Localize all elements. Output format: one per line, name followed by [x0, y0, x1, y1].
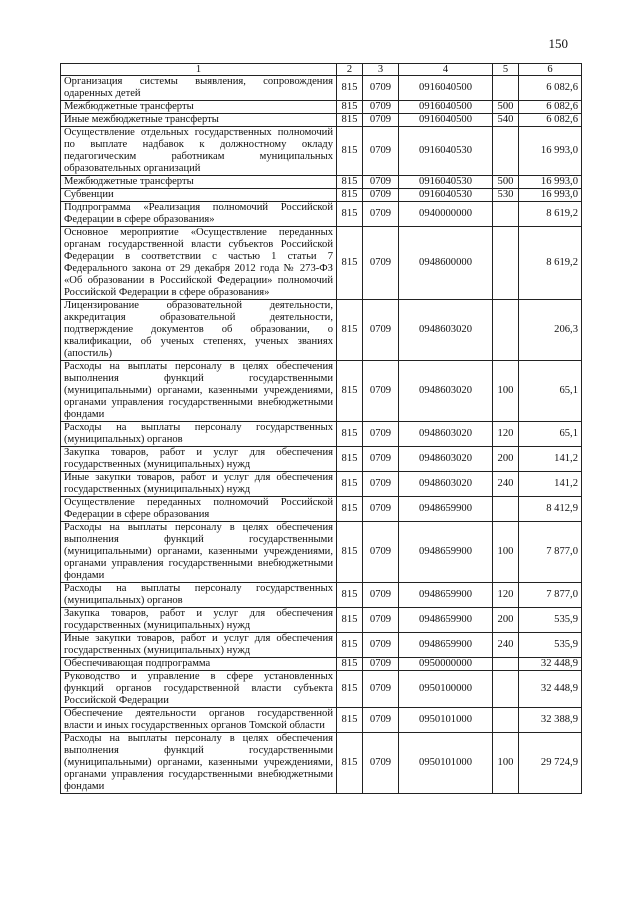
table-row [61, 658, 582, 671]
page-number: 150 [548, 36, 568, 51]
cell-ministry: 815 [337, 176, 363, 189]
cell-ministry: 815 [337, 202, 363, 227]
cell-type: 100 [493, 733, 519, 794]
cell-ministry: 815 [337, 227, 363, 300]
table-row [61, 497, 582, 522]
cell-section: 0709 [363, 202, 399, 227]
cell-target: 0916040500 [399, 76, 493, 101]
cell-ministry: 815 [337, 497, 363, 522]
cell-sum: 7 877,0 [519, 583, 582, 608]
cell-name: Иные закупки товаров, работ и услуг для обеспечения государственных (муниципальных) нужд [61, 633, 337, 658]
cell-sum: 7 877,0 [519, 522, 582, 583]
cell-name: Руководство и управление в сфере установленных функций органов государственной власти субъекта Российской Федерации [61, 671, 337, 708]
cell-target: 0948603020 [399, 300, 493, 361]
cell-section: 0709 [363, 361, 399, 422]
cell-type [493, 497, 519, 522]
table-row [61, 447, 582, 472]
table-row [61, 583, 582, 608]
cell-section: 0709 [363, 583, 399, 608]
cell-section: 0709 [363, 300, 399, 361]
cell-target: 0916040530 [399, 127, 493, 176]
cell-type: 100 [493, 522, 519, 583]
cell-name: Субвенции [61, 189, 337, 202]
cell-type: 500 [493, 101, 519, 114]
cell-target: 0950101000 [399, 708, 493, 733]
cell-ministry: 815 [337, 633, 363, 658]
cell-target: 0940000000 [399, 202, 493, 227]
cell-name: Иные закупки товаров, работ и услуг для обеспечения государственных (муниципальных) нужд [61, 472, 337, 497]
cell-name: Осуществление отдельных государственных полномочий по выплате надбавок к должностному окладу педагогическим работникам муниципальных образовательных организаций [61, 127, 337, 176]
cell-name: Лицензирование образовательной деятельности, аккредитация образовательной деятельности, подтверждение документов об образовании, о квалификации, об ученых степенях, ученых званиях (апостиль) [61, 300, 337, 361]
cell-section: 0709 [363, 671, 399, 708]
column-header-name: 1 [61, 64, 337, 76]
cell-section: 0709 [363, 447, 399, 472]
cell-name: Основное мероприятие «Осуществление переданных органам государственной власти субъектов Российской Федерации в соответствии с частью 1 статьи 7 Федерального закона от 29 декабря 2012 года № 273-ФЗ «Об образовании в Российской Федерации» полномочий Российской Федерации в сфере образования» [61, 227, 337, 300]
table-row [61, 127, 582, 176]
cell-type: 120 [493, 583, 519, 608]
cell-ministry: 815 [337, 422, 363, 447]
cell-name: Закупка товаров, работ и услуг для обеспечения государственных (муниципальных) нужд [61, 447, 337, 472]
cell-ministry: 815 [337, 583, 363, 608]
table-row [61, 733, 582, 794]
cell-ministry: 815 [337, 671, 363, 708]
cell-ministry: 815 [337, 114, 363, 127]
cell-type [493, 76, 519, 101]
cell-name: Организация системы выявления, сопровождения одаренных детей [61, 76, 337, 101]
cell-target: 0916040500 [399, 114, 493, 127]
cell-name: Подпрограмма «Реализация полномочий Российской Федерации в сфере образования» [61, 202, 337, 227]
cell-target: 0948603020 [399, 447, 493, 472]
cell-ministry: 815 [337, 101, 363, 114]
column-header-target: 4 [399, 64, 493, 76]
table-header [61, 64, 582, 76]
cell-name: Межбюджетные трансферты [61, 176, 337, 189]
cell-type [493, 227, 519, 300]
cell-target: 0950100000 [399, 671, 493, 708]
cell-section: 0709 [363, 608, 399, 633]
cell-name: Расходы на выплаты персоналу в целях обеспечения выполнения функций государственными (муниципальными) органами, казенными учреждениями, органами управления государственными внебюджетными фондами [61, 522, 337, 583]
cell-name: Расходы на выплаты персоналу в целях обеспечения выполнения функций государственными (муниципальными) органами, казенными учреждениями, органами управления государственными внебюджетными фондами [61, 733, 337, 794]
table-row [61, 633, 582, 658]
cell-sum: 16 993,0 [519, 176, 582, 189]
cell-sum: 141,2 [519, 447, 582, 472]
cell-type: 240 [493, 633, 519, 658]
cell-ministry: 815 [337, 189, 363, 202]
cell-target: 0916040500 [399, 101, 493, 114]
cell-section: 0709 [363, 127, 399, 176]
cell-section: 0709 [363, 227, 399, 300]
cell-type [493, 708, 519, 733]
column-header-section: 3 [363, 64, 399, 76]
cell-type: 200 [493, 447, 519, 472]
cell-target: 0948659900 [399, 522, 493, 583]
cell-sum: 16 993,0 [519, 127, 582, 176]
cell-name: Закупка товаров, работ и услуг для обеспечения государственных (муниципальных) нужд [61, 608, 337, 633]
table-row [61, 76, 582, 101]
cell-target: 0948659900 [399, 497, 493, 522]
table-row [61, 472, 582, 497]
table-body [61, 76, 582, 794]
table-row [61, 608, 582, 633]
cell-section: 0709 [363, 522, 399, 583]
cell-ministry: 815 [337, 361, 363, 422]
cell-type [493, 127, 519, 176]
table-row [61, 361, 582, 422]
cell-ministry: 815 [337, 127, 363, 176]
cell-section: 0709 [363, 101, 399, 114]
cell-type [493, 202, 519, 227]
header-row [61, 64, 582, 76]
cell-name: Обеспечение деятельности органов государственной власти и иных государственных органов Томской области [61, 708, 337, 733]
cell-sum: 6 082,6 [519, 101, 582, 114]
cell-target: 0948603020 [399, 422, 493, 447]
table-row [61, 176, 582, 189]
table-row [61, 522, 582, 583]
cell-target: 0916040530 [399, 176, 493, 189]
cell-type [493, 300, 519, 361]
cell-type: 530 [493, 189, 519, 202]
cell-name: Расходы на выплаты персоналу государственных (муниципальных) органов [61, 422, 337, 447]
cell-name: Расходы на выплаты персоналу в целях обеспечения выполнения функций государственными (муниципальными) органами, казенными учреждениями, органами управления государственными внебюджетными фондами [61, 361, 337, 422]
cell-sum: 32 448,9 [519, 658, 582, 671]
cell-sum: 206,3 [519, 300, 582, 361]
cell-sum: 29 724,9 [519, 733, 582, 794]
cell-sum: 141,2 [519, 472, 582, 497]
table-row [61, 671, 582, 708]
cell-section: 0709 [363, 472, 399, 497]
table-row [61, 202, 582, 227]
cell-type [493, 671, 519, 708]
budget-table [60, 63, 582, 794]
cell-target: 0948603020 [399, 472, 493, 497]
cell-ministry: 815 [337, 708, 363, 733]
cell-sum: 535,9 [519, 633, 582, 658]
table-row [61, 422, 582, 447]
cell-target: 0948659900 [399, 583, 493, 608]
cell-name: Межбюджетные трансферты [61, 101, 337, 114]
cell-section: 0709 [363, 76, 399, 101]
table-row [61, 114, 582, 127]
cell-name: Расходы на выплаты персоналу государственных (муниципальных) органов [61, 583, 337, 608]
table-row [61, 227, 582, 300]
cell-type: 540 [493, 114, 519, 127]
cell-sum: 8 412,9 [519, 497, 582, 522]
cell-target: 0948600000 [399, 227, 493, 300]
cell-section: 0709 [363, 497, 399, 522]
cell-sum: 32 388,9 [519, 708, 582, 733]
cell-type: 500 [493, 176, 519, 189]
cell-sum: 32 448,9 [519, 671, 582, 708]
cell-target: 0916040530 [399, 189, 493, 202]
cell-ministry: 815 [337, 472, 363, 497]
cell-ministry: 815 [337, 76, 363, 101]
cell-type: 100 [493, 361, 519, 422]
cell-section: 0709 [363, 422, 399, 447]
cell-section: 0709 [363, 658, 399, 671]
column-header-sum: 6 [519, 64, 582, 76]
cell-ministry: 815 [337, 733, 363, 794]
cell-name: Обеспечивающая подпрограмма [61, 658, 337, 671]
column-header-ministry: 2 [337, 64, 363, 76]
cell-type [493, 658, 519, 671]
cell-target: 0948659900 [399, 633, 493, 658]
cell-ministry: 815 [337, 300, 363, 361]
cell-sum: 8 619,2 [519, 202, 582, 227]
cell-section: 0709 [363, 114, 399, 127]
cell-ministry: 815 [337, 608, 363, 633]
cell-sum: 6 082,6 [519, 114, 582, 127]
cell-sum: 65,1 [519, 361, 582, 422]
cell-sum: 16 993,0 [519, 189, 582, 202]
table-row [61, 708, 582, 733]
cell-sum: 65,1 [519, 422, 582, 447]
cell-type: 240 [493, 472, 519, 497]
cell-type: 120 [493, 422, 519, 447]
column-header-type: 5 [493, 64, 519, 76]
cell-target: 0948603020 [399, 361, 493, 422]
cell-section: 0709 [363, 633, 399, 658]
cell-target: 0950000000 [399, 658, 493, 671]
cell-type: 200 [493, 608, 519, 633]
cell-target: 0948659900 [399, 608, 493, 633]
cell-sum: 535,9 [519, 608, 582, 633]
cell-section: 0709 [363, 733, 399, 794]
cell-name: Осуществление переданных полномочий Российской Федерации в сфере образования [61, 497, 337, 522]
cell-sum: 6 082,6 [519, 76, 582, 101]
cell-ministry: 815 [337, 522, 363, 583]
cell-section: 0709 [363, 189, 399, 202]
cell-section: 0709 [363, 708, 399, 733]
cell-name: Иные межбюджетные трансферты [61, 114, 337, 127]
cell-target: 0950101000 [399, 733, 493, 794]
cell-ministry: 815 [337, 447, 363, 472]
table-row [61, 189, 582, 202]
cell-ministry: 815 [337, 658, 363, 671]
cell-sum: 8 619,2 [519, 227, 582, 300]
table-row [61, 101, 582, 114]
table-row [61, 300, 582, 361]
cell-section: 0709 [363, 176, 399, 189]
